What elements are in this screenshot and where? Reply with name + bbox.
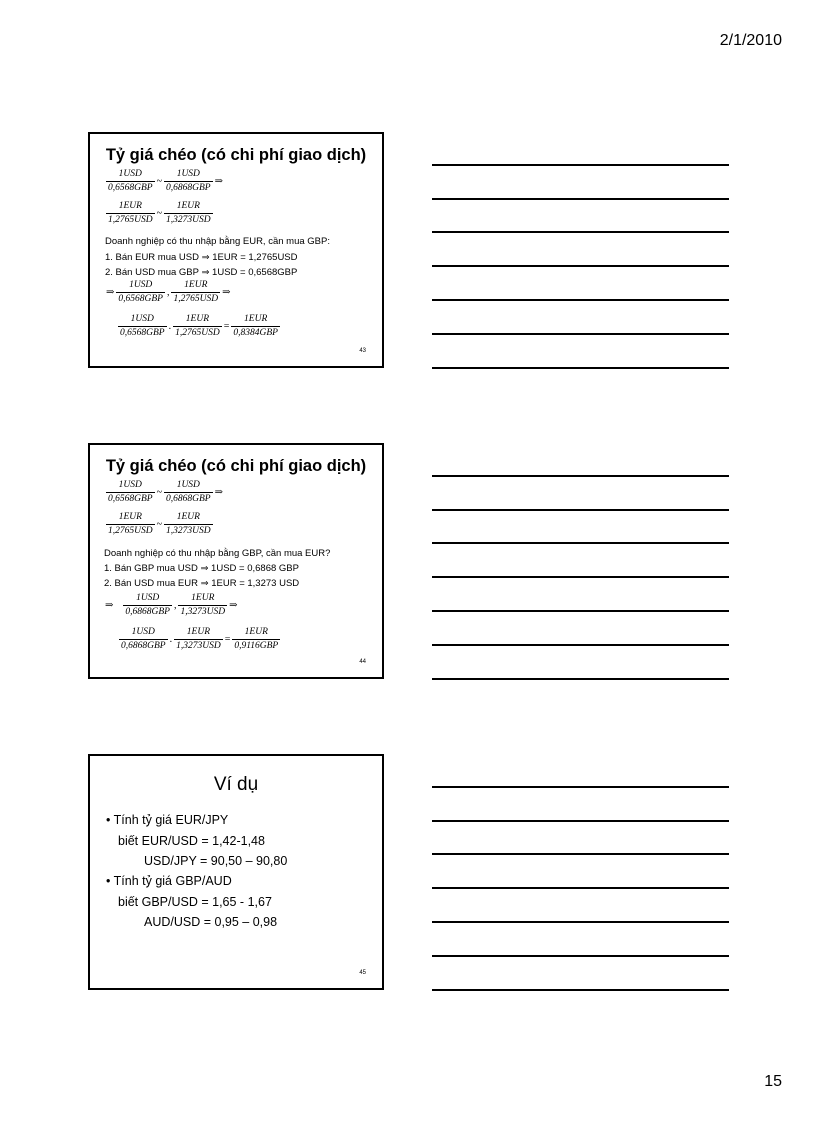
bullet-item: • Tính tỷ giá EUR/JPY [106, 813, 229, 827]
note-line [432, 989, 729, 991]
note-line [432, 198, 729, 200]
slide-title: Tỷ giá chéo (có chi phí giao dịch) [105, 146, 367, 164]
note-line [432, 475, 729, 477]
slide-number: 44 [359, 659, 366, 665]
note-line [432, 299, 729, 301]
slide-text-line: Doanh nghiệp có thu nhập bằng GBP, cần mua EUR? [104, 548, 331, 559]
note-line [432, 265, 729, 267]
slide-text-line: 1. Bán GBP mua USD ⇒ 1USD = 0,6868 GBP [104, 563, 299, 574]
page-date: 2/1/2010 [719, 32, 782, 49]
note-line [432, 786, 729, 788]
note-line [432, 887, 729, 889]
slide-text-line: 1. Bán EUR mua USD ⇒ 1EUR = 1,2765USD [105, 252, 298, 263]
slide-title: Tỷ giá chéo (có chi phí giao dịch) [105, 457, 367, 475]
slide-number: 45 [359, 970, 366, 976]
slide-45 [88, 754, 384, 990]
rate-eur-formula: $\frac{\text{1EUR}}{\text{1,2765USD}}$ ~ $\frac{\text{1EUR}}{\text{1,3273USD}}$ [108, 512, 211, 536]
note-line [432, 576, 729, 578]
note-line [432, 955, 729, 957]
rate-eur-formula: $\frac{\text{1EUR}}{\text{1,2765USD}}$ ~ $\frac{\text{1EUR}}{\text{1,3273USD}}$ [108, 201, 211, 225]
slide-43 [88, 132, 384, 368]
note-line [432, 610, 729, 612]
bullet-subline: biết GBP/USD = 1,65 - 1,67 [118, 895, 272, 909]
slide-text-line: 2. Bán USD mua EUR ⇒ 1EUR = 1,3273 USD [104, 578, 300, 589]
slide-text-line: 2. Bán USD mua GBP ⇒ 1USD = 0,6568GBP [105, 267, 298, 278]
bullet-subline: AUD/USD = 0,95 – 0,98 [144, 915, 278, 929]
note-line [432, 333, 729, 335]
note-line [432, 921, 729, 923]
slide-text-line: Doanh nghiệp có thu nhập bằng EUR, cần mua GBP: [105, 236, 330, 247]
bullet-icon: • [106, 813, 111, 827]
note-line [432, 644, 729, 646]
page-number: 15 [764, 1073, 782, 1090]
bullet-icon: • [106, 874, 111, 888]
bullet-subline: USD/JPY = 90,50 – 90,80 [144, 854, 288, 868]
result-formula: $\frac{\text{1USD}}{\text{0,6868GBP}}$ . $\frac{\text{1EUR}}{\text{1,3273USD}}$ = $\frac{\text{1EUR}}{\text{0,9116GBP}}$ [121, 627, 279, 651]
note-line [432, 367, 729, 369]
note-line [432, 853, 729, 855]
note-line [432, 542, 729, 544]
note-line [432, 820, 729, 822]
bullet-subline: biết EUR/USD = 1,42-1,48 [118, 834, 265, 848]
slide-44 [88, 443, 384, 679]
slide-number: 43 [359, 348, 366, 354]
slide-title: Ví dụ [213, 774, 259, 795]
bullet-item: • Tính tỷ giá GBP/AUD [106, 874, 232, 888]
rate-usd-formula: $\frac{\text{1USD}}{\text{0,6568GBP}}$ ~ $\frac{\text{1USD}}{\text{0,6868GBP}}$ ⇒ [108, 480, 223, 504]
note-line [432, 509, 729, 511]
step-formula: ⇒ $\frac{\text{1USD}}{\text{0,6568GBP}}$ , $\frac{\text{1EUR}}{\text{1,2765USD}}$ ⇒ [106, 280, 231, 304]
rate-usd-formula: $\frac{\text{1USD}}{\text{0,6568GBP}}$ ~ $\frac{\text{1USD}}{\text{0,6868GBP}}$ ⇒ [108, 169, 223, 193]
note-line [432, 231, 729, 233]
note-line [432, 678, 729, 680]
note-line [432, 164, 729, 166]
result-formula: $\frac{\text{1USD}}{\text{0,6568GBP}}$ . $\frac{\text{1EUR}}{\text{1,2765USD}}$ = $\frac{\text{1EUR}}{\text{0,8384GBP}}$ [120, 314, 278, 338]
step-formula: ⇒ $\frac{\text{1USD}}{\text{0,6868GBP}}$ , $\frac{\text{1EUR}}{\text{1,3273USD}}$ ⇒ [105, 593, 238, 617]
